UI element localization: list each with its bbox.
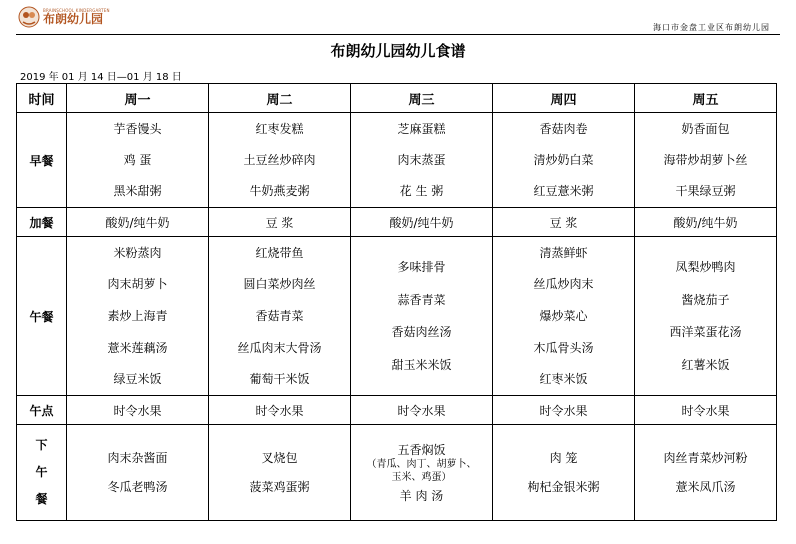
afternoon-label-char: 午 bbox=[35, 465, 48, 479]
snack-tuesday: 豆 浆 bbox=[209, 208, 351, 237]
day-thursday: 周四 bbox=[493, 84, 635, 113]
dish: 海带炒胡萝卜丝 bbox=[663, 152, 748, 167]
breakfast-monday bbox=[67, 113, 209, 208]
day-friday: 周五 bbox=[635, 84, 777, 113]
meal-label-breakfast: 早餐 bbox=[17, 113, 67, 208]
fruit-friday: 时令水果 bbox=[635, 396, 777, 425]
logo-emblem-icon bbox=[18, 6, 40, 28]
snack-thursday: 豆 浆 bbox=[493, 208, 635, 237]
afternoon-friday bbox=[635, 425, 777, 521]
dish: 多味排骨 bbox=[397, 260, 446, 275]
dish: 干果绿豆粥 bbox=[675, 184, 736, 199]
fruit-tuesday: 时令水果 bbox=[209, 396, 351, 425]
dish: 爆炒菜心 bbox=[539, 308, 588, 323]
fruit-monday: 时令水果 bbox=[67, 396, 209, 425]
dish: 枸杞金银米粥 bbox=[527, 480, 600, 495]
breakfast-friday bbox=[635, 113, 777, 208]
dish: 肉末蒸蛋 bbox=[397, 152, 446, 167]
dish: 丝瓜肉末大骨汤 bbox=[237, 340, 322, 355]
afternoon-tuesday bbox=[209, 425, 351, 521]
lunch-friday bbox=[635, 237, 777, 396]
meal-label-afternoon bbox=[17, 425, 67, 521]
dish: 红薯米饭 bbox=[681, 357, 730, 372]
dish: 丝瓜炒肉末 bbox=[533, 277, 594, 292]
menu-table bbox=[16, 83, 777, 521]
page-title: 布朗幼儿园幼儿食谱 bbox=[330, 42, 466, 60]
snack-wednesday: 酸奶/纯牛奶 bbox=[351, 208, 493, 237]
table-header-row bbox=[17, 84, 777, 113]
dish: 芝麻蛋糕 bbox=[397, 121, 446, 136]
page-header bbox=[0, 0, 796, 36]
dish: 土豆丝炒碎肉 bbox=[243, 152, 316, 167]
dish: 奶香面包 bbox=[681, 121, 730, 136]
dish: 鸡 蛋 bbox=[123, 152, 152, 167]
dish: 叉烧包 bbox=[261, 450, 298, 465]
dish: 香菇青菜 bbox=[255, 308, 304, 323]
dish: 花 生 粥 bbox=[399, 184, 444, 199]
dish: 木瓜骨头汤 bbox=[533, 340, 594, 355]
dish: 葡萄干米饭 bbox=[249, 372, 310, 387]
dish: 香菇肉卷 bbox=[539, 121, 588, 136]
dish: 薏米凤爪汤 bbox=[675, 480, 736, 495]
dish: 酱烧茄子 bbox=[681, 292, 730, 307]
dish: 红枣米饭 bbox=[539, 372, 588, 387]
meal-label-fruit: 午点 bbox=[17, 396, 67, 425]
day-wednesday: 周三 bbox=[351, 84, 493, 113]
dish: 肉末杂酱面 bbox=[107, 450, 168, 465]
snack-row bbox=[17, 208, 777, 237]
lunch-monday bbox=[67, 237, 209, 396]
lunch-thursday bbox=[493, 237, 635, 396]
logo-subtitle: BRAINSCHOOL KINDERGARTEN bbox=[43, 8, 110, 13]
dish: 圆白菜炒肉丝 bbox=[243, 277, 316, 292]
afternoon-label-char: 餐 bbox=[35, 492, 48, 506]
dish: 凤梨炒鸭肉 bbox=[675, 260, 736, 275]
dish: 清蒸鲜虾 bbox=[539, 245, 588, 260]
afternoon-wednesday bbox=[351, 425, 493, 521]
dish: 菠菜鸡蛋粥 bbox=[249, 480, 310, 495]
fruit-row bbox=[17, 396, 777, 425]
fruit-thursday: 时令水果 bbox=[493, 396, 635, 425]
dish: 西洋菜蛋花汤 bbox=[669, 325, 742, 340]
breakfast-tuesday bbox=[209, 113, 351, 208]
breakfast-thursday bbox=[493, 113, 635, 208]
afternoon-row bbox=[17, 425, 777, 521]
afternoon-label-char: 下 bbox=[35, 438, 48, 452]
dish: 红豆薏米粥 bbox=[533, 184, 594, 199]
dish: 香菇肉丝汤 bbox=[391, 325, 452, 340]
dish: 绿豆米饭 bbox=[113, 372, 162, 387]
dish: 羊 肉 汤 bbox=[399, 488, 444, 503]
dish: 红枣发糕 bbox=[255, 121, 304, 136]
meal-label-lunch: 午餐 bbox=[17, 237, 67, 396]
dish: 肉丝青菜炒河粉 bbox=[663, 450, 748, 465]
afternoon-thursday bbox=[493, 425, 635, 521]
dish: 甜玉米米饭 bbox=[391, 357, 452, 372]
afternoon-monday bbox=[67, 425, 209, 521]
dish: 五香焖饭 bbox=[397, 442, 446, 457]
dish: 素炒上海青 bbox=[107, 308, 168, 323]
breakfast-row bbox=[17, 113, 777, 208]
lunch-row bbox=[17, 237, 777, 396]
dish-ingredients: （青瓜、肉丁、胡萝卜、 bbox=[366, 458, 477, 470]
dish: 清炒奶白菜 bbox=[533, 152, 594, 167]
school-address: 海口市金盘工业区布朗幼儿园 bbox=[653, 23, 770, 32]
snack-friday: 酸奶/纯牛奶 bbox=[635, 208, 777, 237]
breakfast-wednesday bbox=[351, 113, 493, 208]
logo-name: 布朗幼儿园 bbox=[43, 12, 104, 26]
dish: 黑米甜粥 bbox=[113, 184, 162, 199]
lunch-wednesday bbox=[351, 237, 493, 396]
day-monday: 周一 bbox=[67, 84, 209, 113]
dish: 米粉蒸肉 bbox=[113, 245, 162, 260]
dish: 红烧带鱼 bbox=[255, 245, 304, 260]
snack-monday: 酸奶/纯牛奶 bbox=[67, 208, 209, 237]
dish: 肉 笼 bbox=[549, 450, 578, 465]
date-range: 2019 年 01 月 14 日—01 月 18 日 bbox=[20, 72, 182, 83]
header-divider bbox=[16, 34, 780, 35]
meal-label-snack: 加餐 bbox=[17, 208, 67, 237]
corner-header: 时间 bbox=[17, 84, 67, 113]
dish: 芋香馒头 bbox=[113, 121, 162, 136]
dish: 薏米莲藕汤 bbox=[107, 340, 168, 355]
dish: 牛奶燕麦粥 bbox=[249, 184, 310, 199]
dish: 肉末胡萝卜 bbox=[107, 277, 168, 292]
fruit-wednesday: 时令水果 bbox=[351, 396, 493, 425]
dish-ingredients: 玉米、鸡蛋） bbox=[391, 471, 452, 483]
lunch-tuesday bbox=[209, 237, 351, 396]
day-tuesday: 周二 bbox=[209, 84, 351, 113]
school-logo bbox=[18, 6, 110, 28]
dish: 冬瓜老鸭汤 bbox=[107, 480, 168, 495]
dish: 蒜香青菜 bbox=[397, 292, 446, 307]
